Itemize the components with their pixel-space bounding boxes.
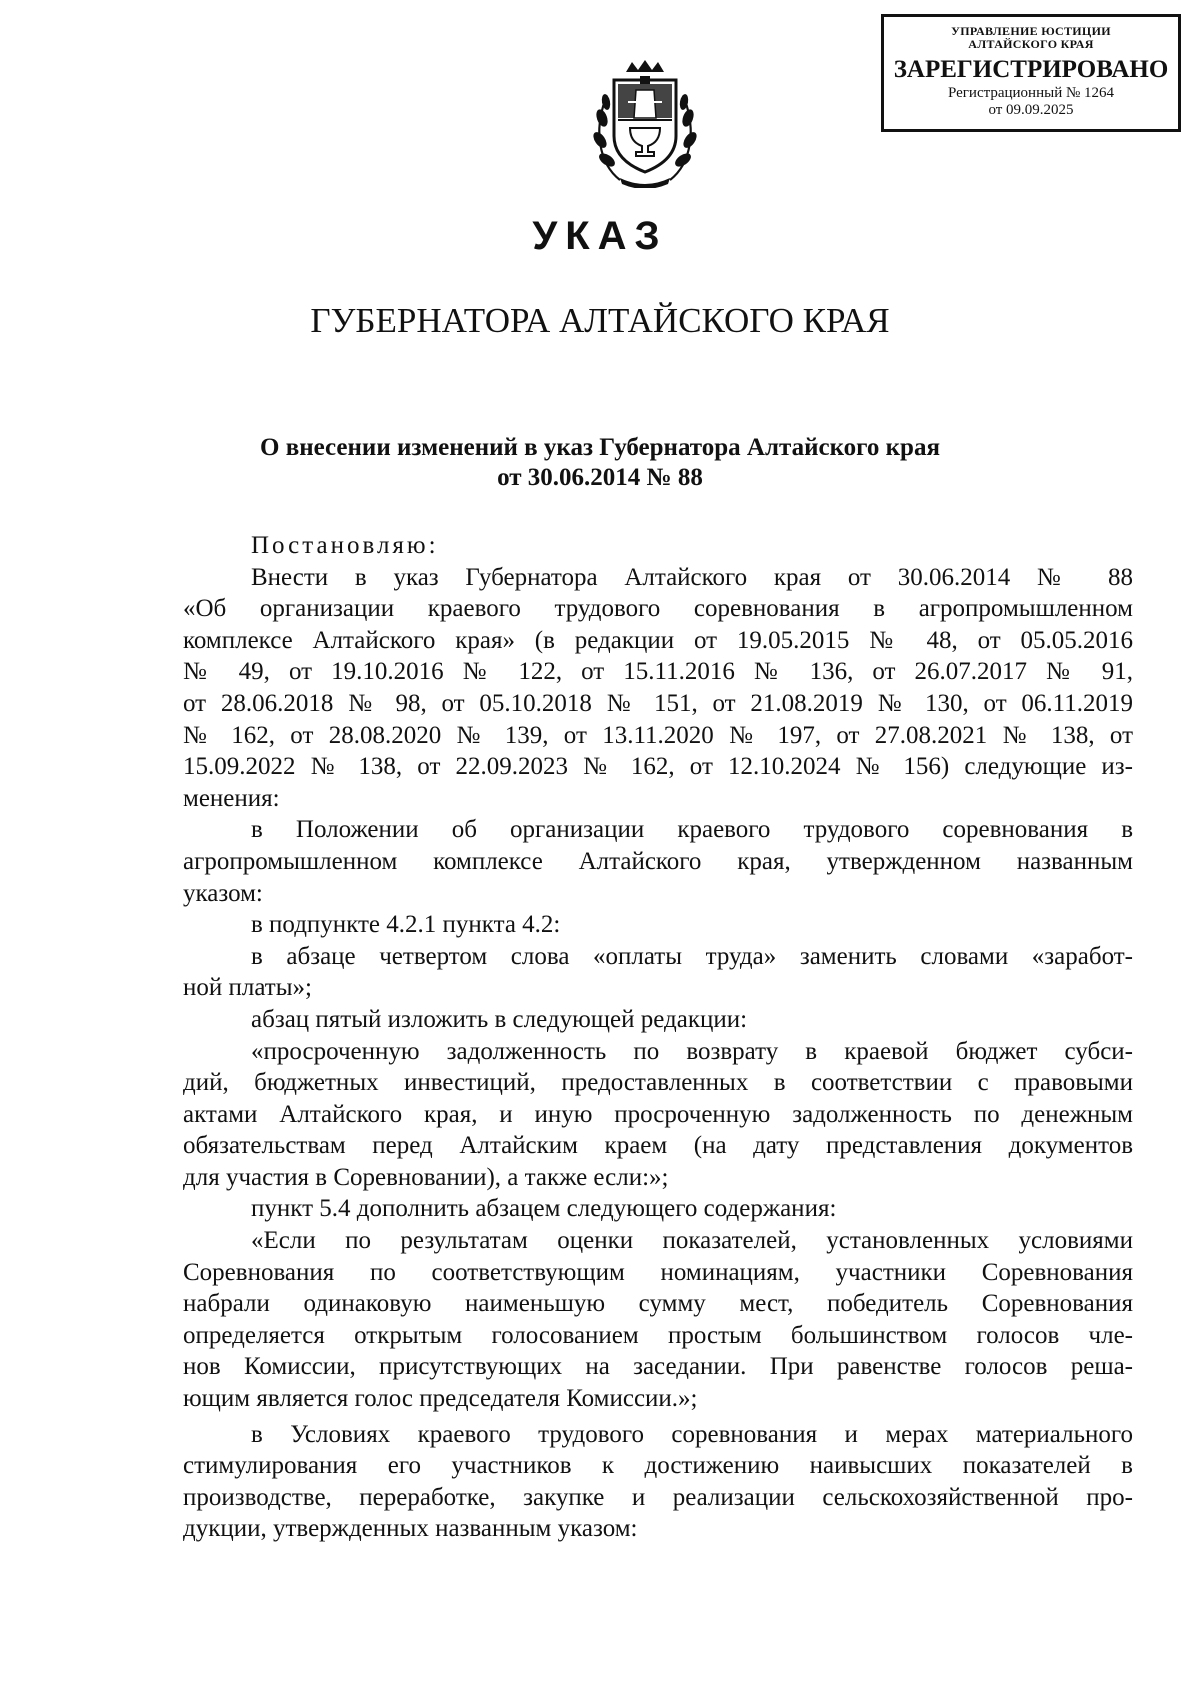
registration-stamp [881, 14, 1181, 132]
body-line: «Если по результатам оценки показателей, установленных условиями [251, 1227, 1133, 1255]
stamp-status: ЗАРЕГИСТРИРОВАНО [893, 56, 1169, 83]
body-line: агропромышленном комплексе Алтайского края, утвержденном названным [183, 847, 1133, 875]
body-line: абзац пятый изложить в следующей редакции: [251, 1005, 748, 1033]
body-line: указом: [183, 879, 263, 907]
body-line: набрали одинаковую наименьшую сумму мест, победитель Соревнования [183, 1290, 1133, 1318]
body-line: дий, бюджетных инвестиций, предоставленных в соответствии с правовыми [183, 1069, 1133, 1097]
body-line: в Условиях краевого трудового соревнования и мерах материального [251, 1420, 1133, 1448]
body-line: определяется открытым голосованием простым большинством голосов чле- [183, 1321, 1133, 1349]
body-line: ющим является голос председателя Комиссии.»; [183, 1385, 698, 1413]
body-line: пункт 5.4 дополнить абзацем следующего содержания: [251, 1195, 837, 1223]
stamp-department-line2: АЛТАЙСКОГО КРАЯ [968, 37, 1094, 51]
document-heading [0, 433, 1200, 493]
document-body [183, 530, 1133, 1545]
stamp-date: от 09.09.2025 [988, 102, 1074, 118]
body-line: № 49, от 19.10.2016 № 122, от 15.11.2016 № 136, от 26.07.2017 № 91, [183, 658, 1133, 686]
body-line: «Об организации краевого трудового соревнования в агропромышленном [183, 595, 1133, 623]
body-line: от 28.06.2018 № 98, от 05.10.2018 № 151, от 21.08.2019 № 130, от 06.11.2019 [183, 689, 1133, 717]
body-line: стимулирования его участников к достижению наивысших показателей в [183, 1452, 1133, 1480]
body-line: актами Алтайского края, и иную просроченную задолженность по денежным [183, 1100, 1133, 1128]
body-line: менения: [183, 784, 280, 812]
body-line: в абзаце четвертом слова «оплаты труда» заменить словами «заработ- [251, 942, 1133, 970]
body-line: № 162, от 28.08.2020 № 139, от 13.11.2020 № 197, от 27.08.2021 № 138, от [183, 721, 1133, 749]
body-line: ной платы»; [183, 974, 312, 1002]
body-line: дукции, утвержденных названным указом: [183, 1515, 638, 1543]
body-line: в Положении об организации краевого трудового соревнования в [251, 816, 1133, 844]
body-line: в подпункте 4.2.1 пункта 4.2: [251, 911, 561, 939]
document-heading-line1: О внесении изменений в указ Губернатора Алтайского края [260, 434, 940, 461]
body-line: обязательствам перед Алтайским краем (на дату представления документов [183, 1132, 1133, 1160]
body-line: комплексе Алтайского края» (в редакции от 19.05.2015 № 48, от 05.05.2016 [183, 626, 1133, 654]
document-heading-line2: от 30.06.2014 № 88 [497, 464, 703, 491]
coat-of-arms-icon [590, 58, 700, 188]
body-line: 15.09.2022 № 138, от 22.09.2023 № 162, от 12.10.2024 № 156) следующие из- [183, 753, 1133, 781]
body-line: «просроченную задолженность по возврату в краевой бюджет субси- [251, 1037, 1133, 1065]
body-line: производстве, переработке, закупке и реализации сельскохозяйственной про- [183, 1483, 1133, 1511]
body-line: Внести в указ Губернатора Алтайского края от 30.06.2014 № 88 [251, 563, 1133, 591]
body-line: Соревнования по соответствующим номинациям, участники Соревнования [183, 1258, 1133, 1286]
decree-word: Постановляю: [251, 532, 439, 559]
document-type-title: УКАЗ [532, 214, 668, 258]
stamp-registration-number: Регистрационный № 1264 [947, 85, 1115, 101]
body-line: нов Комиссии, присутствующих на заседании. При равенстве голосов реша- [183, 1353, 1133, 1381]
stamp-department-line1: УПРАВЛЕНИЕ ЮСТИЦИИ [951, 24, 1111, 38]
body-line: для участия в Соревновании), а также если:»; [183, 1163, 669, 1191]
issuing-authority-title: ГУБЕРНАТОРА АЛТАЙСКОГО КРАЯ [310, 301, 890, 340]
